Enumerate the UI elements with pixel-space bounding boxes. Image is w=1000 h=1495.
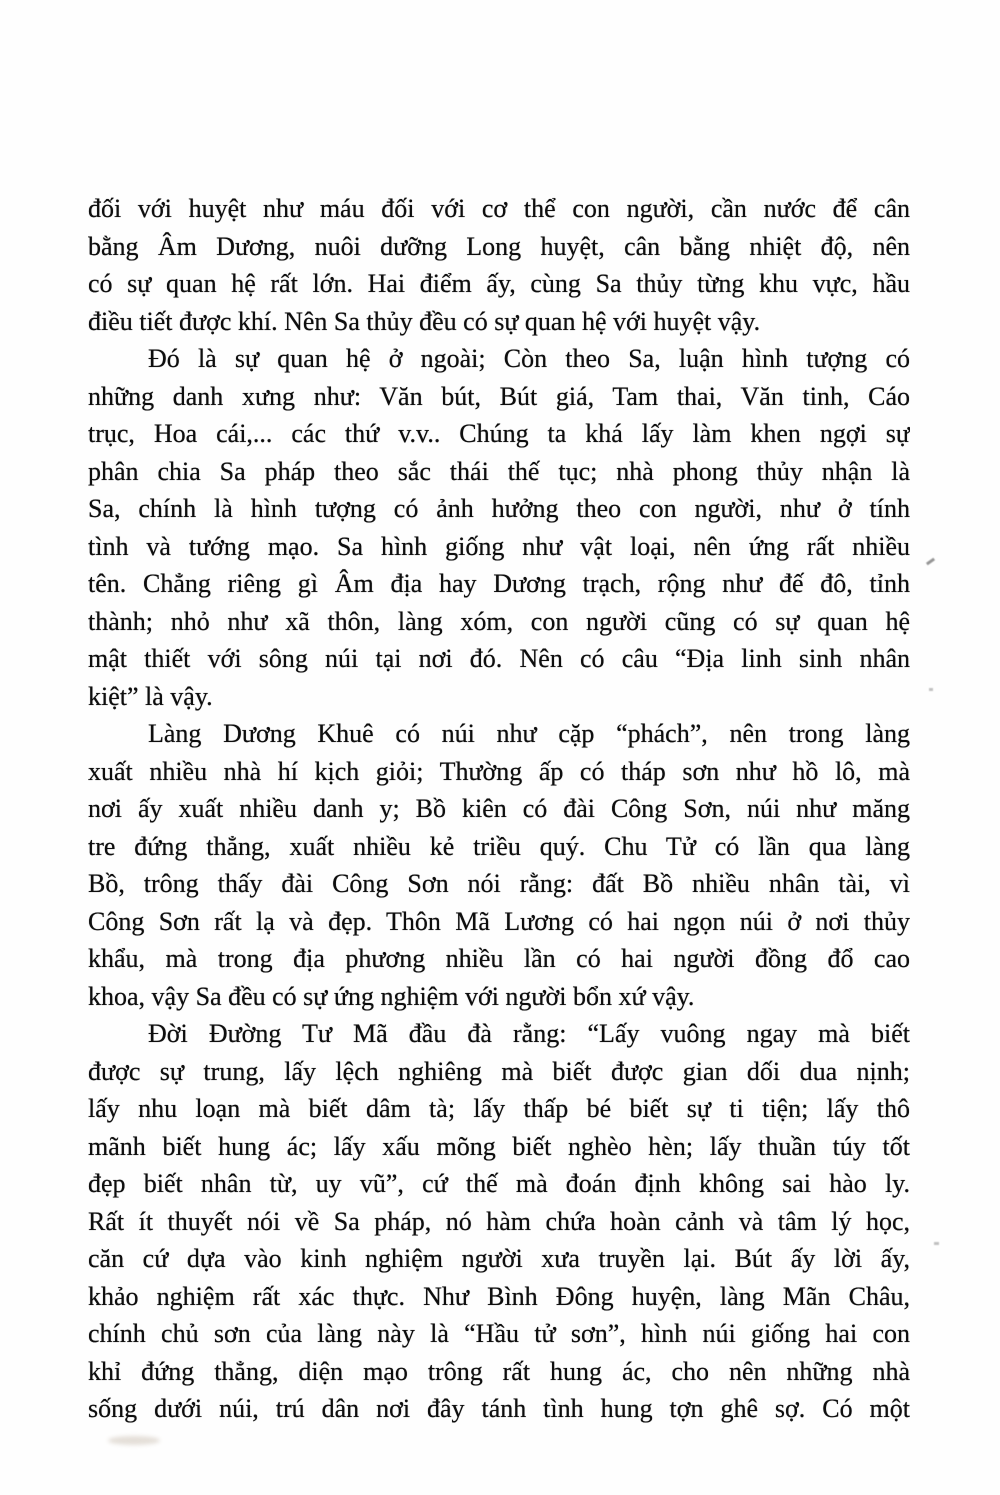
text-line: mật thiết với sông núi tại nơi đó. Nên có câu “Địa linh sinh nhân	[88, 644, 910, 673]
text-line: tình và tướng mạo. Sa hình giống như vật loại, nên ứng rất nhiều	[88, 531, 910, 561]
paragraph	[88, 715, 910, 1015]
text-line: sống dưới núi, trú dân nơi đây tánh tình hung tợn ghê sợ. Có một	[88, 1394, 910, 1423]
text-line: phân chia Sa pháp theo sắc thái thế tục; nhà phong thủy nhận là	[88, 456, 910, 486]
text-line: những danh xưng như: Văn bút, Bút giá, Tam thai, Văn tinh, Cáo	[88, 381, 910, 411]
body-text	[88, 190, 910, 1428]
scan-speck	[929, 688, 933, 691]
text-line: điều tiết được khí. Nên Sa thủy đều có sự quan hệ với huyệt vậy.	[88, 306, 761, 336]
text-line: khảo nghiệm rất xác thực. Như Bình Đông huyện, làng Mãn Châu,	[88, 1281, 910, 1311]
scan-smudge	[108, 1436, 160, 1445]
text-line: khỉ đứng thẳng, diện mạo trông rất hung ác, cho nên những nhà	[88, 1356, 910, 1386]
text-line: Bồ, trông thấy đài Công Sơn nói rằng: đất Bồ nhiều nhân tài, vì	[88, 869, 910, 898]
scan-speck	[934, 1242, 939, 1245]
text-line: được sự trung, lấy lệch nghiêng mà biết được gian dối dua nịnh;	[88, 1056, 910, 1086]
text-line: thành; nhỏ như xã thôn, làng xóm, con người cũng có sự quan hệ	[88, 606, 910, 636]
text-line: Công Sơn rất lạ và đẹp. Thôn Mã Lương có hai ngọn núi ở nơi thủy	[88, 906, 910, 936]
text-line: có sự quan hệ rất lớn. Hai điểm ấy, cùng Sa thủy từng khu vực, hầu	[88, 269, 910, 298]
text-line: tre đứng thẳng, xuất nhiều kẻ triều quý. Chu Tử có lần qua làng	[88, 831, 910, 861]
text-line: chính chủ sơn của làng này là “Hầu tử sơn”, hình núi giống hai con	[88, 1319, 910, 1348]
text-line: Đời Đường Tư Mã đầu đà rằng: “Lấy vuông ngay mà biết	[148, 1019, 910, 1048]
text-line: Làng Dương Khuê có núi như cặp “phách”, nên trong làng	[148, 719, 910, 748]
text-line: khẩu, mà trong địa phương nhiều lần có hai người đồng đổ cao	[88, 944, 910, 973]
scan-speck	[926, 558, 935, 566]
text-line: căn cứ dựa vào kinh nghiệm người xưa truyền lại. Bút ấy lời ấy,	[88, 1244, 910, 1273]
text-line: Sa, chính là hình tượng có ảnh hưởng theo con người, như ở tính	[88, 494, 910, 523]
text-line: tên. Chẳng riêng gì Âm địa hay Dương trạch, rộng như đế đô, tỉnh	[88, 569, 910, 598]
paragraph	[88, 1015, 910, 1428]
paragraph	[88, 190, 910, 340]
paragraph	[88, 340, 910, 715]
text-line: nơi ấy xuất nhiều danh y; Bồ kiên có đài Công Sơn, núi như măng	[88, 794, 910, 823]
text-line: Rất ít thuyết nói về Sa pháp, nó hàm chứa hoàn cảnh và tâm lý học,	[88, 1206, 910, 1236]
text-line: trục, Hoa cái,... các thứ v.v.. Chúng ta khá lấy làm khen ngợi sự	[88, 419, 910, 448]
text-line: đẹp biết nhân từ, uy vũ”, cứ thế mà đoán định không sai hào ly.	[88, 1169, 910, 1198]
text-line: mãnh biết hung ác; lấy xấu mõng biết nghèo hèn; lấy thuần túy tốt	[88, 1131, 910, 1161]
text-line: kiệt” là vậy.	[88, 681, 213, 711]
text-line: lấy nhu loạn mà biết dâm tà; lấy thấp bé biết sự ti tiện; lấy thô	[88, 1094, 910, 1123]
text-line: đối với huyệt như máu đối với cơ thể con người, cần nước để cân	[88, 194, 910, 223]
text-line: bằng Âm Dương, nuôi dưỡng Long huyệt, cân bằng nhiệt độ, nên	[88, 231, 910, 261]
text-line: Đó là sự quan hệ ở ngoài; Còn theo Sa, luận hình tượng có	[148, 344, 910, 373]
text-line: xuất nhiều nhà hí kịch giỏi; Thường ấp có tháp sơn như hồ lô, mà	[88, 756, 910, 786]
text-line: khoa, vậy Sa đều có sự ứng nghiệm với người bổn xứ vậy.	[88, 981, 695, 1011]
